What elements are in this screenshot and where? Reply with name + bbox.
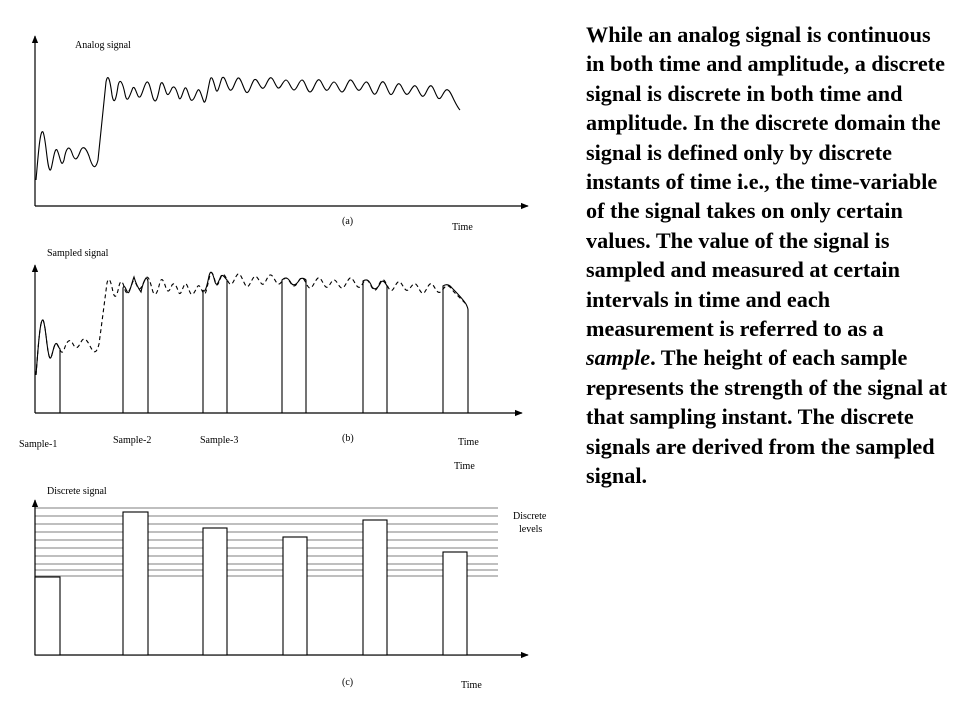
- discrete-levels-label-line2: levels: [519, 524, 543, 535]
- discrete-level-lines: [35, 508, 498, 576]
- panel-c-title: Discrete signal: [47, 486, 107, 497]
- sample-1-label: Sample-1: [19, 439, 58, 450]
- panel-a-title: Analog signal: [75, 40, 131, 51]
- panel-a: [35, 36, 528, 233]
- panel-c-time-label: Time: [461, 680, 482, 691]
- description-text-part1: While an analog signal is continuous in both time and amplitude, a discrete signal is discrete in both time and amplitude. In the discrete domain the signal is defined only by discrete instants of time i.e., the time-variable of the signal takes on only certain values. The value of the signal is sampled and measured at certain intervals in time and each measurement is referred to as a: [586, 22, 945, 342]
- panel-b-title: Sampled signal: [47, 248, 109, 259]
- discrete-sample-bar-6: [443, 552, 467, 655]
- sampled-signal-envelope: [36, 273, 466, 375]
- panel-b-caption: (b): [342, 433, 354, 444]
- panel-a-time-label: Time: [452, 222, 473, 233]
- sample-1-pulse: [36, 320, 60, 413]
- analog-signal-curve: [36, 77, 460, 180]
- sample-5-pulse: [363, 280, 387, 413]
- panel-b-time-label: Time: [458, 437, 479, 448]
- sample-3-pulse: [203, 272, 227, 413]
- discrete-sample-bar-3: [203, 528, 227, 655]
- panel-c-time-label-top: Time: [454, 461, 475, 472]
- sample-term: sample: [586, 345, 651, 371]
- sample-4-pulse: [282, 278, 306, 413]
- discrete-sample-bar-1: [35, 577, 60, 655]
- discrete-sample-bar-2: [123, 512, 148, 655]
- sample-2-label: Sample-2: [113, 435, 152, 446]
- panel-c: [35, 461, 547, 691]
- description-paragraph: [586, 20, 952, 491]
- sample-6-pulse: [443, 285, 468, 413]
- discrete-sample-bar-4: [283, 537, 307, 655]
- sample-3-label: Sample-3: [200, 435, 239, 446]
- description-text-part2: . The height of each sample represents the strength of the signal at that sampling instant. The discrete signals are derived from the sampled signal.: [586, 345, 948, 489]
- discrete-sample-bar-5: [363, 520, 387, 655]
- discrete-levels-label-line1: Discrete: [513, 511, 547, 522]
- sample-2-pulse: [123, 277, 148, 413]
- panel-b: [19, 248, 522, 450]
- panel-a-caption: (a): [342, 216, 354, 227]
- panel-c-caption: (c): [342, 677, 354, 688]
